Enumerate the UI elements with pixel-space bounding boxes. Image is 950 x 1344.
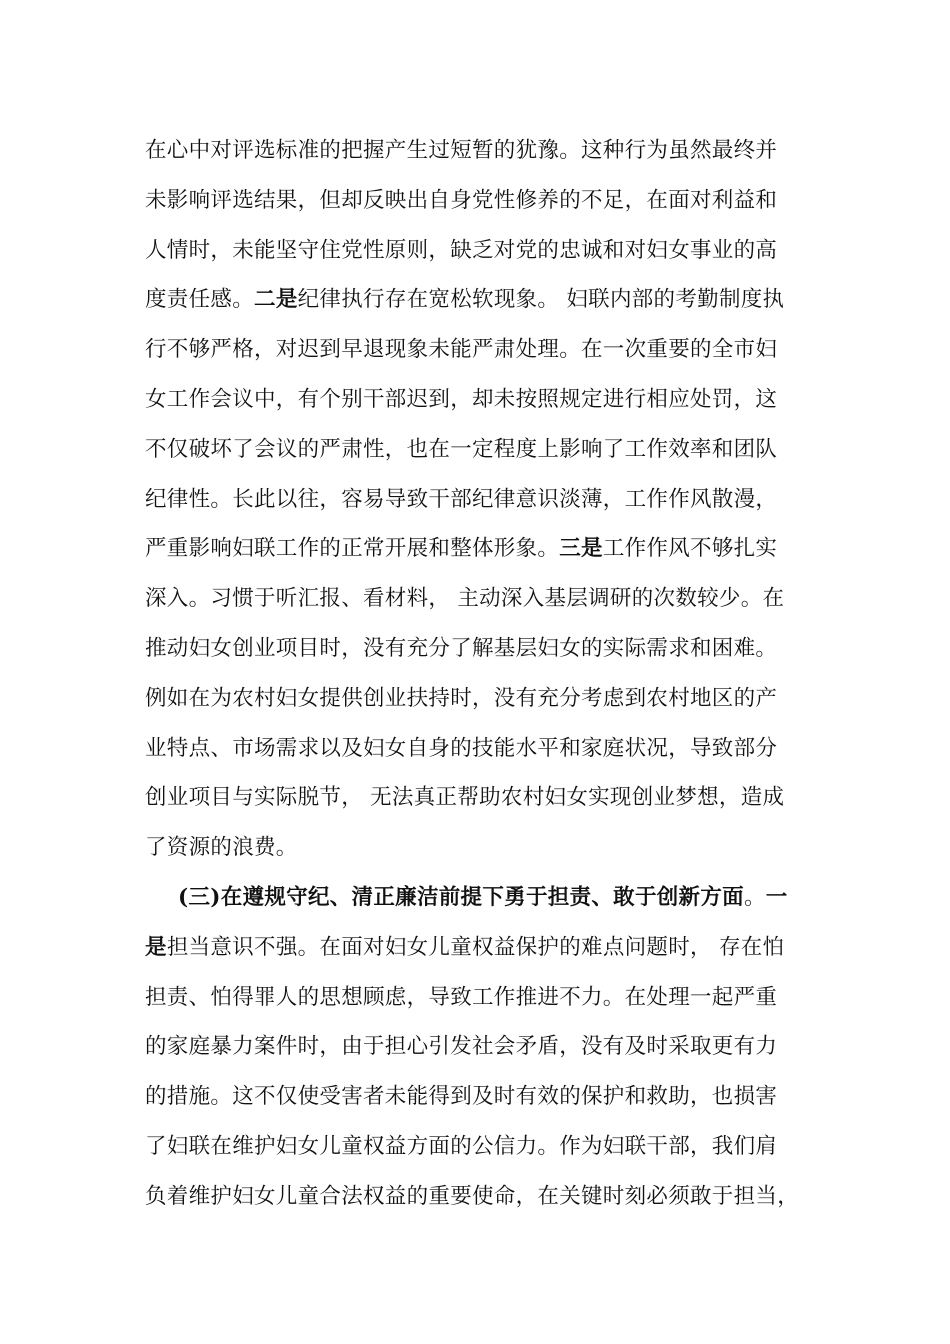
line-text: 度责任感。 [145, 287, 255, 312]
line-text: 。 [743, 885, 766, 910]
text-line [145, 579, 784, 619]
text-line [145, 529, 777, 569]
line-text: 纪律执行存在宽松软现象。 妇联内部的考勤制度执 [297, 287, 785, 312]
line-text: 推动妇女创业项目时，没有充分了解基层妇女的实际需求和困难。 [145, 636, 778, 661]
text-line [145, 131, 777, 171]
line-text: 担当意识不强。在面对妇女儿童权益保护的难点问题时， 存在怕 [166, 935, 785, 960]
line-text: 严重影响妇联工作的正常开展和整体形象。 [145, 536, 560, 561]
text-line [145, 480, 777, 520]
emphasis-label: 二是 [254, 287, 298, 312]
line-text: 工作作风不够扎实 [602, 536, 778, 561]
text-line [145, 231, 777, 271]
line-text: 例如在为农村妇女提供创业扶持时，没有充分考虑到农村地区的产 [145, 686, 778, 711]
line-text: 创业项目与实际脱节， 无法真正帮助农村妇女实现创业梦想，造成 [145, 785, 785, 810]
line-text: 的措施。这不仅使受害者未能得到及时有效的保护和救助，也损害 [145, 1084, 778, 1109]
text-line [145, 679, 777, 719]
line-text: 在心中对评选标准的把握产生过短暂的犹豫。这种行为虽然最终并 [145, 138, 778, 163]
text-line [145, 1027, 777, 1067]
text-line [145, 380, 777, 420]
line-text: 女工作会议中，有个别干部迟到，却未按照规定进行相应处罚，这 [145, 387, 778, 412]
line-text: 未影响评选结果，但却反映出自身党性修养的不足，在面对利益和 [145, 188, 778, 213]
line-text: 的家庭暴力案件时，由于担心引发社会矛盾，没有及时采取更有力 [145, 1034, 778, 1059]
text-line [145, 330, 777, 370]
text-line [145, 629, 777, 669]
section-heading: (三)在遵规守纪、清正廉洁前提下勇于担责、敢于创新方面 [178, 885, 744, 910]
line-text: 深入。习惯于听汇报、看材料， 主动深入基层调研的次数较少。在 [145, 586, 785, 611]
line-text: 了妇联在维护妇女儿童权益方面的公信力。作为妇联干部，我们肩 [145, 1134, 778, 1159]
text-line [145, 181, 777, 221]
line-text: 纪律性。长此以往，容易导致干部纪律意识淡薄，工作作风散漫， [145, 487, 778, 512]
line-text: 不仅破坏了会议的严肃性，也在一定程度上影响了工作效率和团队 [145, 437, 778, 462]
text-line [145, 1127, 777, 1167]
text-line [145, 828, 298, 868]
line-text: 担责、怕得罪人的思想顾虑，导致工作推进不力。在处理一起严重 [145, 985, 778, 1010]
text-line [145, 280, 784, 320]
line-text: 行不够严格，对迟到早退现象未能严肃处理。在一次重要的全市妇 [145, 337, 778, 362]
text-line [145, 430, 777, 470]
line-text: 业特点、市场需求以及妇女自身的技能水平和家庭状况，导致部分 [145, 736, 778, 761]
line-text: 负着维护妇女儿童合法权益的重要使命，在关键时刻必须敢于担当， [145, 1184, 800, 1209]
line-text: 人情时，未能坚守住党性原则，缺乏对党的忠诚和对妇女事业的高 [145, 238, 778, 263]
emphasis-label: 三是 [559, 536, 603, 561]
section-heading-line [178, 878, 788, 918]
text-line [145, 1177, 799, 1217]
line-text: 了资源的浪费。 [145, 835, 298, 860]
emphasis-label: 一 [765, 885, 788, 910]
text-line [145, 1077, 777, 1117]
emphasis-label: 是 [145, 935, 167, 960]
text-line [145, 729, 777, 769]
text-line [145, 928, 784, 968]
text-line [145, 978, 777, 1018]
text-line [145, 778, 784, 818]
